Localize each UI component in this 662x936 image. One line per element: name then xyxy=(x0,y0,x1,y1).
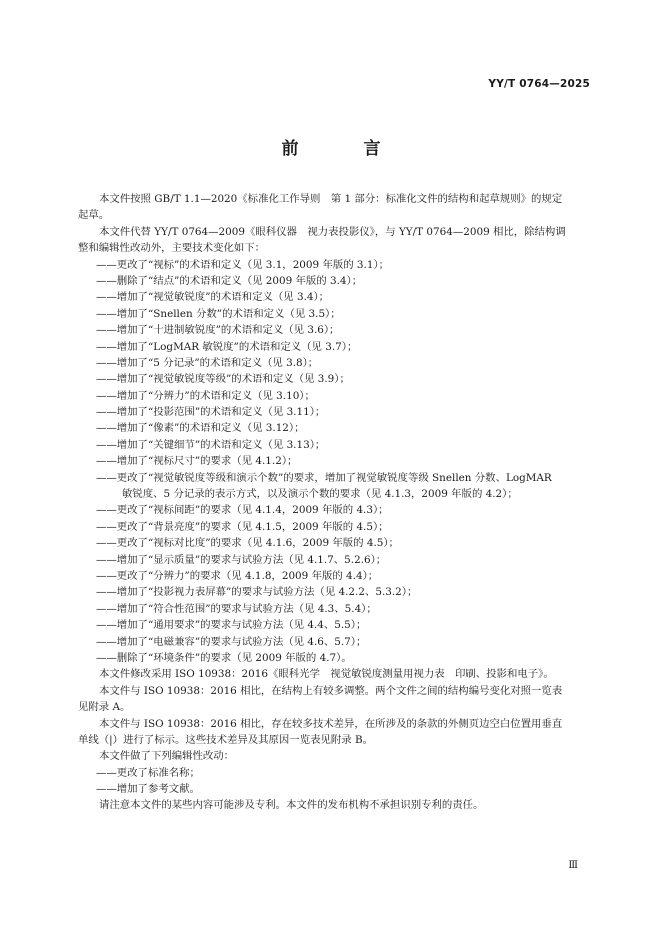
paragraph-line: 请注意本文件的某些内容可能涉及专利。本文件的发布机构不承担识别专利的责任。 xyxy=(99,799,484,812)
foreword-body xyxy=(78,191,592,814)
paragraph-line: 本文件代替 YY/T 0764—2009《眼科仪器 视力表投影仪》，与 YY/T 0764—2009 相比，除结构调 xyxy=(99,225,566,238)
list-item-line: ——增加了“投影范围”的术语和定义（见 3.11）； xyxy=(96,406,326,419)
list-item-line: 敏锐度、5 分记录的表示方式，以及演示个数的要求（见 4.1.3，2009 年版的 4.2）； xyxy=(122,488,518,501)
list-item-line: ——增加了参考文献。 xyxy=(96,783,200,796)
paragraph-line: 本文件与 ISO 10938：2016 相比，在结构上有较多调整。两个文件之间的结构编号变化对照一览表 xyxy=(99,684,563,697)
list-item-line: ——删除了“环境条件”的要求（见 2009 年版的 4.7）。 xyxy=(96,651,352,664)
document-number: YY/T 0764—2025 xyxy=(488,78,590,90)
list-item-line: ——增加了“Snellen 分数”的术语和定义（见 3.5）； xyxy=(96,307,341,320)
paragraph-line: 见附录 A。 xyxy=(78,701,131,714)
list-item-line: ——增加了“视觉敏锐度等级”的术语和定义（见 3.9）； xyxy=(96,373,350,386)
list-item-line: ——增加了“分辨力”的术语和定义（见 3.10）； xyxy=(96,389,315,402)
list-item-line: ——增加了“符合性范围”的要求与试验方法（见 4.3、5.4）； xyxy=(96,602,377,615)
list-item-line: ——增加了“5 分记录”的术语和定义（见 3.8）； xyxy=(96,356,319,369)
paragraph-line: 本文件按照 GB/T 1.1—2020《标准化工作导则 第 1 部分：标准化文件的结构和起草规则》的规定 xyxy=(99,193,563,205)
list-item-line: ——增加了“视觉敏锐度”的术语和定义（见 3.4）； xyxy=(96,291,330,304)
list-item-line: ——增加了“通用要求”的要求与试验方法（见 4.4、5.5）； xyxy=(96,619,367,632)
list-item-line: ——更改了“背景亮度”的要求（见 4.1.5，2009 年版的 4.5）； xyxy=(96,520,389,533)
list-item-line: ——更改了“视觉敏锐度等级和演示个数”的要求，增加了视觉敏锐度等级 Snellen 分数、LogMAR xyxy=(96,471,552,484)
list-item-line: ——增加了“视标尺寸”的要求（见 4.1.2）； xyxy=(96,455,298,468)
paragraph-line: 起草。 xyxy=(78,209,110,222)
list-item-line: ——增加了“像素”的术语和定义（见 3.12）； xyxy=(96,422,305,435)
paragraph-line: 单线（|）进行了标示。这些技术差异及其原因一览表见附录 B。 xyxy=(78,733,373,746)
list-item-line: ——增加了“显示质量”的要求与试验方法（见 4.1.7、5.2.6）； xyxy=(96,553,387,566)
list-item-line: ——更改了“视标”的术语和定义（见 3.1，2009 年版的 3.1）； xyxy=(96,258,390,271)
paragraph-line: 本文件修改采用 ISO 10938：2016《眼科光学 视觉敏锐度测量用视力表 印刷、投影和电子》。 xyxy=(99,668,554,681)
list-item-line: ——增加了“投影视力表屏幕”的要求与试验方法（见 4.2.2、5.3.2）； xyxy=(96,586,418,599)
list-item-line: ——增加了“关键细节”的术语和定义（见 3.13）； xyxy=(96,438,326,451)
list-item-line: ——更改了“视标间距”的要求（见 4.1.4，2009 年版的 4.3）； xyxy=(96,504,389,517)
list-item-line: ——增加了“电磁兼容”的要求与试验方法（见 4.6、5.7）； xyxy=(96,635,367,648)
list-item-line: ——更改了“分辨力”的要求（见 4.1.8，2009 年版的 4.4）； xyxy=(96,569,379,582)
list-item-line: ——更改了标准名称； xyxy=(96,766,200,779)
paragraph-line: 整和编辑性改动外，主要技术变化如下： xyxy=(78,242,266,255)
paragraph-line: 本文件做了下列编辑性改动： xyxy=(99,750,235,763)
list-item-line: ——删除了“结点”的术语和定义（见 2009 年版的 3.4）； xyxy=(96,274,363,287)
list-item-line: ——增加了“十进制敏锐度”的术语和定义（见 3.6）； xyxy=(96,324,340,337)
paragraph-line: 本文件与 ISO 10938：2016 相比，存在较多技术差异，在所涉及的条款的外侧页边空白位置用垂直 xyxy=(99,717,563,730)
page-title: 前 言 xyxy=(281,139,405,159)
list-item-line: ——增加了“LogMAR 敏锐度”的术语和定义（见 3.7）； xyxy=(96,340,358,353)
list-item-line: ——更改了“视标对比度”的要求（见 4.1.6，2009 年版的 4.5）； xyxy=(96,537,399,550)
page-number: Ⅲ xyxy=(568,860,578,871)
